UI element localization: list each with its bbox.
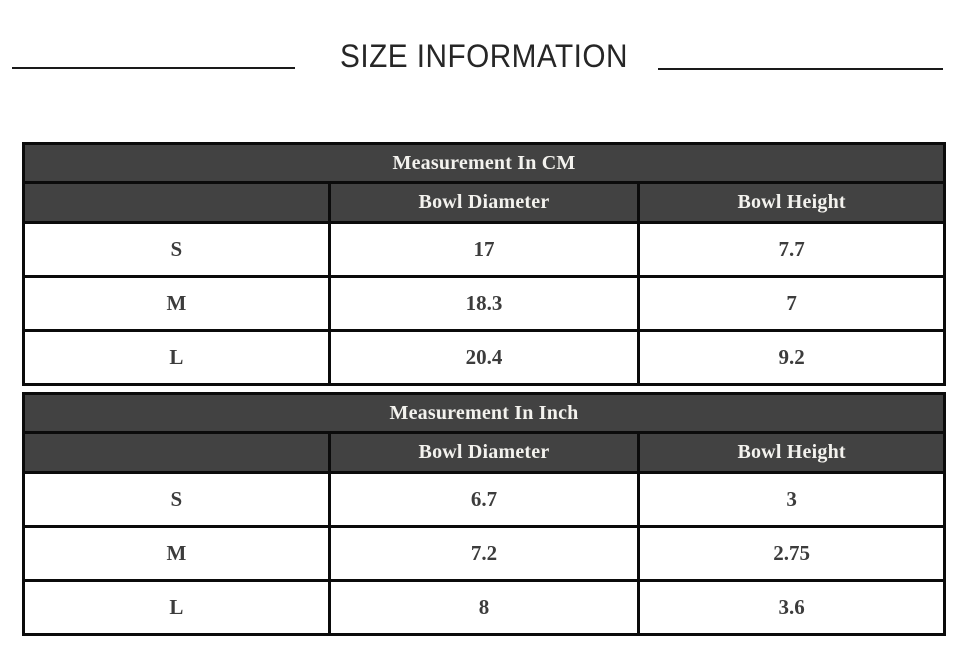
size-table-inch <box>22 392 946 636</box>
table-caption-row <box>24 394 945 433</box>
size-label: L <box>24 581 330 635</box>
column-header-size <box>24 433 330 473</box>
height-value: 2.75 <box>639 527 945 581</box>
diameter-value: 20.4 <box>329 331 638 385</box>
page-title: SIZE INFORMATION <box>340 38 628 74</box>
size-label: M <box>24 277 330 331</box>
column-header-diameter: Bowl Diameter <box>329 433 638 473</box>
diameter-value: 8 <box>329 581 638 635</box>
height-value: 3 <box>639 473 945 527</box>
column-header-size <box>24 183 330 223</box>
column-header-row <box>24 183 945 223</box>
table-row-l <box>24 581 945 635</box>
table-row-s <box>24 473 945 527</box>
table-row-l <box>24 331 945 385</box>
diameter-value: 7.2 <box>329 527 638 581</box>
table-caption: Measurement In Inch <box>24 394 945 433</box>
title-rule-right <box>658 68 943 70</box>
diameter-value: 18.3 <box>329 277 638 331</box>
size-table-cm <box>22 142 946 386</box>
table-row-m <box>24 277 945 331</box>
table-caption-row <box>24 144 945 183</box>
height-value: 3.6 <box>639 581 945 635</box>
table-row-s <box>24 223 945 277</box>
height-value: 9.2 <box>639 331 945 385</box>
size-tables <box>22 142 946 642</box>
column-header-height: Bowl Height <box>639 433 945 473</box>
table-caption: Measurement In CM <box>24 144 945 183</box>
height-value: 7.7 <box>639 223 945 277</box>
size-label: M <box>24 527 330 581</box>
column-header-height: Bowl Height <box>639 183 945 223</box>
diameter-value: 17 <box>329 223 638 277</box>
column-header-diameter: Bowl Diameter <box>329 183 638 223</box>
height-value: 7 <box>639 277 945 331</box>
size-label: S <box>24 223 330 277</box>
diameter-value: 6.7 <box>329 473 638 527</box>
column-header-row <box>24 433 945 473</box>
table-row-m <box>24 527 945 581</box>
size-label: L <box>24 331 330 385</box>
size-label: S <box>24 473 330 527</box>
